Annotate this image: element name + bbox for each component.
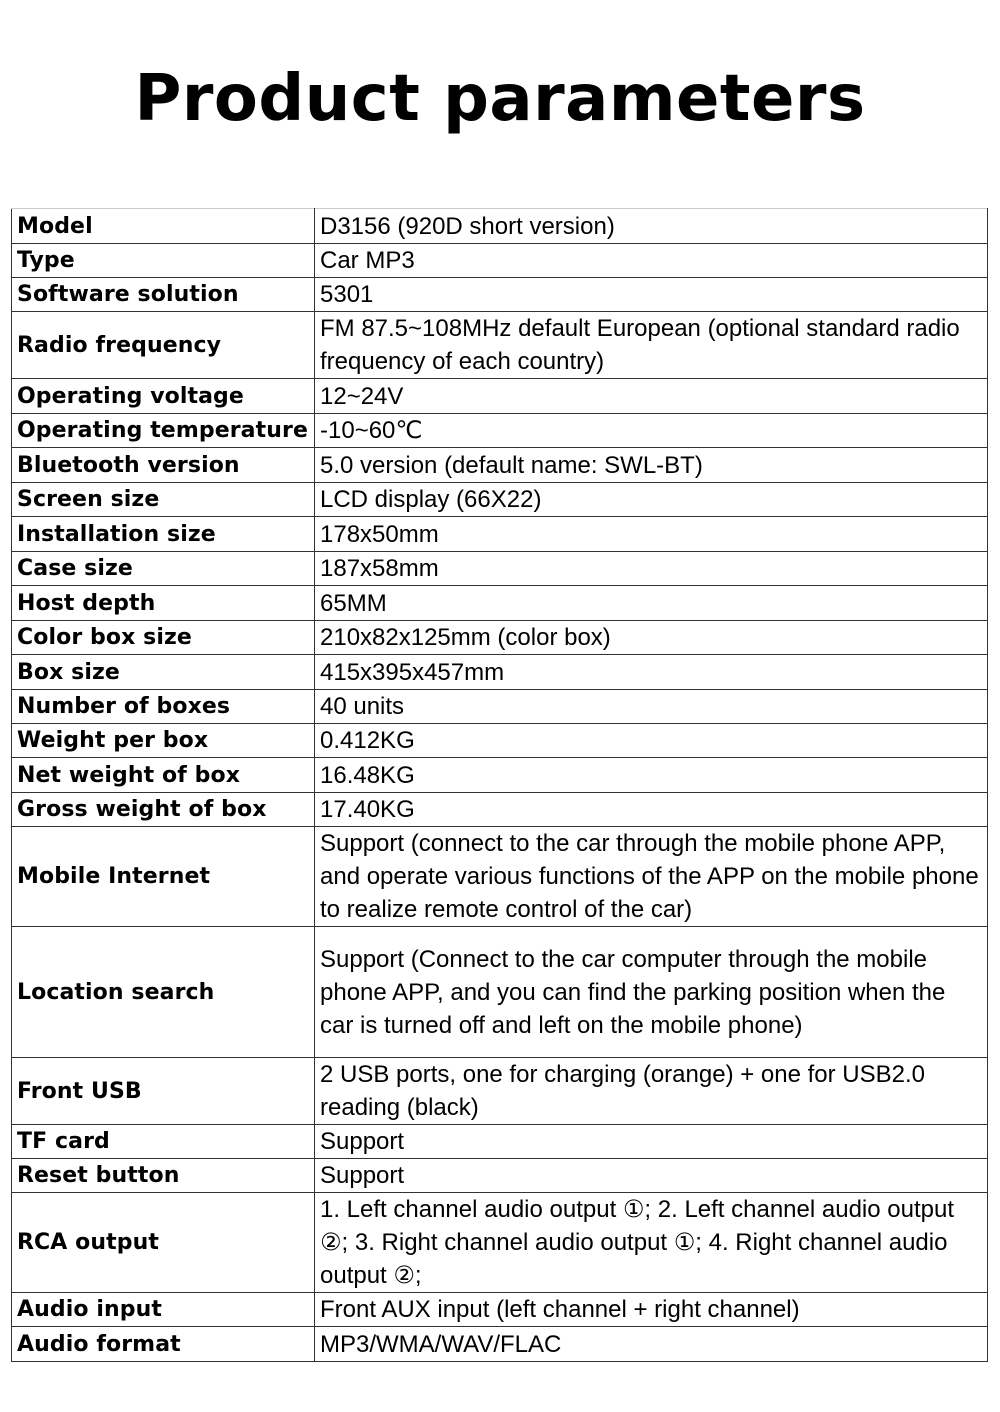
param-value: 210x82x125mm (color box) <box>315 621 988 655</box>
param-value: Support (Connect to the car computer through the mobile phone APP, and you can find the parking position when the car is turned off and left on the mobile phone) <box>315 927 988 1058</box>
param-value: 16.48KG <box>315 758 988 793</box>
table-row <box>12 724 988 758</box>
param-value: 65MM <box>315 586 988 621</box>
param-label: Software solution <box>12 278 315 312</box>
table-row <box>12 209 988 244</box>
param-value: 12~24V <box>315 379 988 414</box>
param-label: Location search <box>12 927 315 1058</box>
param-value: Support <box>315 1125 988 1159</box>
param-value: D3156 (920D short version) <box>315 209 988 244</box>
param-value: Front AUX input (left channel + right channel) <box>315 1293 988 1327</box>
table-row <box>12 244 988 278</box>
param-label: RCA output <box>12 1193 315 1293</box>
param-label: Case size <box>12 552 315 586</box>
table-row <box>12 758 988 793</box>
param-value: FM 87.5~108MHz default European (optional standard radio frequency of each country) <box>315 312 988 379</box>
table-row <box>12 1193 988 1293</box>
param-label: Mobile Internet <box>12 827 315 927</box>
param-value: 415x395x457mm <box>315 655 988 690</box>
param-value: 1. Left channel audio output ①; 2. Left channel audio output ②; 3. Right channel audio output ①; 4. Right channel audio output ②; <box>315 1193 988 1293</box>
param-value: 5.0 version (default name: SWL-BT) <box>315 448 988 483</box>
table-row <box>12 552 988 586</box>
table-row <box>12 586 988 621</box>
param-label: Audio format <box>12 1327 315 1362</box>
param-label: TF card <box>12 1125 315 1159</box>
table-row <box>12 1327 988 1362</box>
param-value: 5301 <box>315 278 988 312</box>
param-label: Front USB <box>12 1058 315 1125</box>
param-value: MP3/WMA/WAV/FLAC <box>315 1327 988 1362</box>
table-row <box>12 1159 988 1193</box>
table-row <box>12 1293 988 1327</box>
param-value: 2 USB ports, one for charging (orange) + one for USB2.0 reading (black) <box>315 1058 988 1125</box>
param-label: Box size <box>12 655 315 690</box>
param-value: Car MP3 <box>315 244 988 278</box>
table-row <box>12 690 988 724</box>
table-row <box>12 655 988 690</box>
spec-table <box>11 208 988 1362</box>
table-row <box>12 1058 988 1125</box>
param-label: Installation size <box>12 517 315 552</box>
param-label: Type <box>12 244 315 278</box>
table-row <box>12 379 988 414</box>
table-row <box>12 414 988 448</box>
table-row <box>12 312 988 379</box>
param-label: Host depth <box>12 586 315 621</box>
param-label: Bluetooth version <box>12 448 315 483</box>
param-value: 187x58mm <box>315 552 988 586</box>
table-row <box>12 827 988 927</box>
table-row <box>12 278 988 312</box>
param-value: LCD display (66X22) <box>315 483 988 517</box>
param-value: -10~60℃ <box>315 414 988 448</box>
param-label: Operating voltage <box>12 379 315 414</box>
table-row <box>12 1125 988 1159</box>
param-value: Support <box>315 1159 988 1193</box>
param-label: Color box size <box>12 621 315 655</box>
param-label: Reset button <box>12 1159 315 1193</box>
table-row <box>12 927 988 1058</box>
table-row <box>12 621 988 655</box>
table-row <box>12 448 988 483</box>
table-row <box>12 483 988 517</box>
param-label: Audio input <box>12 1293 315 1327</box>
param-label: Number of boxes <box>12 690 315 724</box>
param-value: 178x50mm <box>315 517 988 552</box>
param-label: Weight per box <box>12 724 315 758</box>
table-row <box>12 517 988 552</box>
param-label: Net weight of box <box>12 758 315 793</box>
page-title: Product parameters <box>134 62 866 136</box>
param-value: 40 units <box>315 690 988 724</box>
param-label: Gross weight of box <box>12 793 315 827</box>
param-value: Support (connect to the car through the mobile phone APP, and operate various functions of the APP on the mobile phone to realize remote control of the car) <box>315 827 988 927</box>
param-value: 17.40KG <box>315 793 988 827</box>
param-label: Screen size <box>12 483 315 517</box>
param-value: 0.412KG <box>315 724 988 758</box>
param-label: Model <box>12 209 315 244</box>
param-label: Operating temperature <box>12 414 315 448</box>
table-row <box>12 793 988 827</box>
param-label: Radio frequency <box>12 312 315 379</box>
